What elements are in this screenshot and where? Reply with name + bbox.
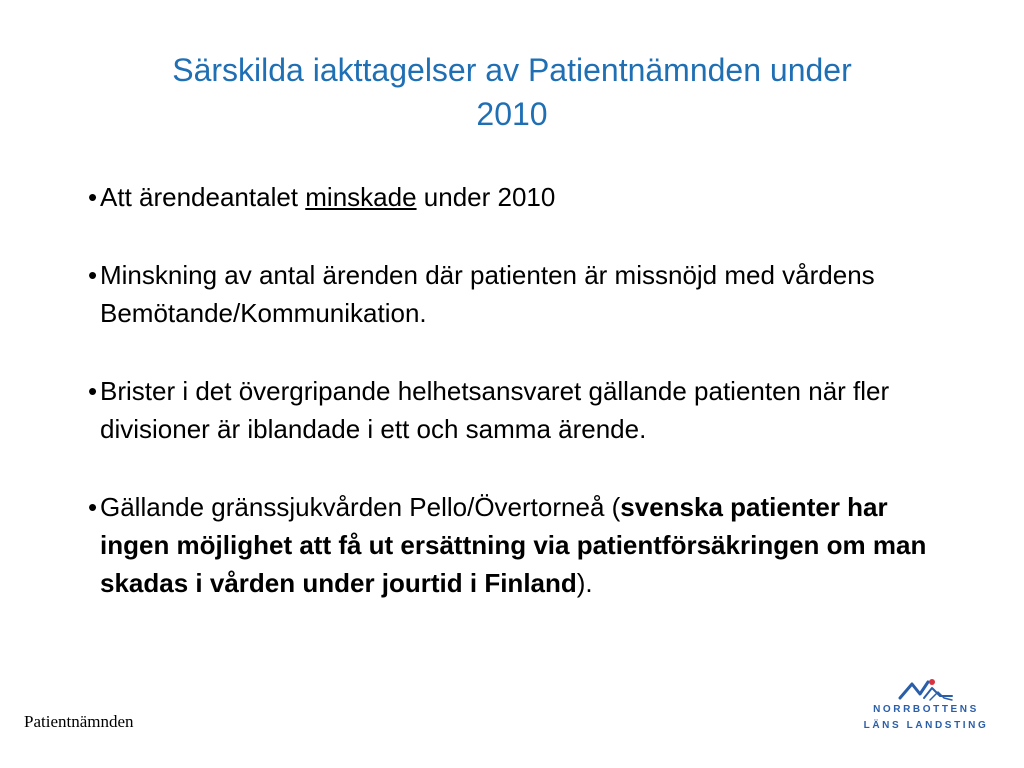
bullet-item-4 — [88, 488, 948, 602]
slide-title — [60, 48, 964, 136]
bullet-2-text: Minskning av antal ärenden där patienten är missnöjd med vårdens Bemötande/Kommunikation. — [100, 260, 875, 328]
bullet-1-text-pre: Att ärendeantalet — [100, 182, 306, 212]
title-line-2: 2010 — [476, 96, 548, 132]
bullet-4-text-pre: Gällande gränssjukvården Pello/Övertorneå ( — [100, 492, 621, 522]
logo-text-line-2: LÄNS LANDSTING — [863, 720, 989, 731]
bullet-marker: • — [88, 492, 98, 522]
bullet-list — [88, 178, 948, 642]
bullet-marker: • — [88, 260, 98, 290]
logo-text-line-1: NORRBOTTENS — [873, 704, 979, 715]
bullet-1-text-post: under 2010 — [416, 182, 556, 212]
bullet-item-3 — [88, 372, 948, 448]
norrbotten-logo-icon — [898, 676, 954, 702]
bullet-item-1 — [88, 178, 948, 216]
bullet-4-bold-text: svenska patienter har ingen möjlighet att få ut ersättning via patientförsäkringen om man skadas i vården under jourtid i Finland — [100, 492, 927, 598]
norrbotten-logo — [856, 676, 996, 740]
bullet-3-text: Brister i det övergripande helhetsansvaret gällande patienten när fler divisioner är iblandade i ett och samma ärende. — [100, 376, 890, 444]
bullet-marker: • — [88, 376, 98, 406]
bullet-1-underlined-word: minskade — [305, 182, 417, 212]
bullet-marker: • — [88, 182, 98, 212]
title-line-1: Särskilda iakttagelser av Patientnämnden under — [172, 52, 852, 88]
bullet-4-text-post: ). — [576, 568, 593, 598]
bullet-item-2 — [88, 256, 948, 332]
footer-label: Patientnämnden — [24, 712, 134, 731]
